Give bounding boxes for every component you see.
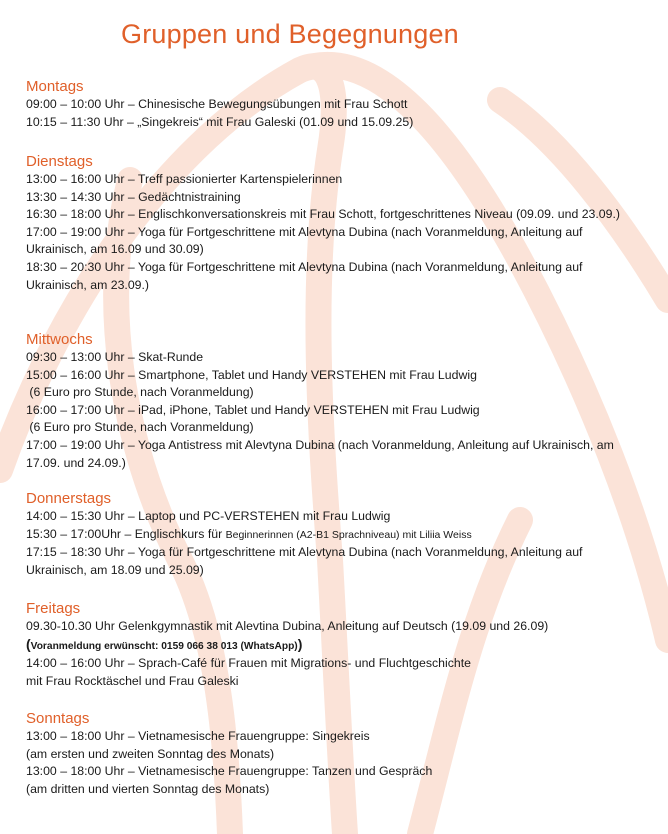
day-section-thursday [26, 489, 641, 579]
day-heading-monday: Montags [26, 78, 84, 95]
schedule-entry: 17:00 – 19:00 Uhr – Yoga für Fortgeschrittene mit Alevtyna Dubina (nach Voranmeldung, Anleitung auf Ukrainisch, am 16.09 und 30.09) [26, 224, 583, 257]
schedule-entry: 10:15 – 11:30 Uhr – „Singekreis“ mit Frau Galeski (01.09 und 15.09.25) [26, 114, 414, 129]
schedule-entry-text: 15:30 – 17:00Uhr – Englischkurs für [26, 526, 226, 541]
schedule-entry: 09.30-10.30 Uhr Gelenkgymnastik mit Alevtina Dubina, Anleitung auf Deutsch (19.09 und 26.09) [26, 619, 549, 633]
day-heading-sunday: Sonntags [26, 710, 90, 727]
schedule-entry: 15:00 – 16:00 Uhr – Smartphone, Tablet und Handy VERSTEHEN mit Frau Ludwig [26, 367, 477, 382]
day-section-tuesday [26, 152, 641, 294]
schedule-entry: 13:30 – 14:30 Uhr – Gedächtnistraining [26, 189, 241, 204]
schedule-entry: 14:00 – 15:30 Uhr – Laptop und PC-VERSTEHEN mit Frau Ludwig [26, 509, 391, 523]
schedule-entry: 17:00 – 19:00 Uhr – Yoga Antistress mit Alevtyna Dubina (nach Voranmeldung, Anleitung auf Ukrainisch, am 17.09. und 24.09.) [26, 437, 614, 470]
schedule-entry-note: (6 Euro pro Stunde, nach Voranmeldung) [26, 420, 254, 435]
schedule-entry: (am dritten und vierten Sonntag des Monats) [26, 781, 270, 796]
schedule-entry: 09:30 – 13:00 Uhr – Skat-Runde [26, 350, 204, 364]
schedule-entry: 13:00 – 18:00 Uhr – Vietnamesische Frauengruppe: Singekreis [26, 729, 370, 743]
note-paren-close: ) [297, 635, 303, 652]
schedule-entry: mit Frau Rocktäschel und Frau Galeski [26, 673, 239, 688]
note-text: Voranmeldung erwünscht: 0159 066 38 013 (WhatsApp) [30, 640, 298, 652]
schedule-entry: 14:00 – 16:00 Uhr – Sprach-Café für Frauen mit Migrations- und Fluchtgeschichte [26, 656, 471, 671]
schedule-entry [26, 526, 641, 545]
page-title: Gruppen und Begegnungen [121, 19, 459, 49]
schedule-entry: 13:00 – 18:00 Uhr – Vietnamesische Frauengruppe: Tanzen und Gespräch [26, 764, 433, 779]
registration-note [26, 636, 641, 656]
schedule-entry-small-text: Beginnerinnen (A2-B1 Sprachniveau) mit Liliia Weiss [225, 528, 472, 541]
day-heading-thursday: Donnerstags [26, 490, 112, 507]
day-heading-wednesday: Mittwochs [26, 331, 93, 348]
day-section-wednesday [26, 330, 641, 472]
day-section-sunday [26, 709, 641, 798]
schedule-entry: (am ersten und zweiten Sonntag des Monats) [26, 746, 275, 761]
note-paren-open: ( [26, 635, 31, 652]
schedule-entry: 13:00 – 16:00 Uhr – Treff passionierter Kartenspielerinnen [26, 172, 343, 186]
schedule-entry-note: (6 Euro pro Stunde, nach Voranmeldung) [26, 385, 254, 400]
day-section-monday [26, 77, 641, 131]
day-section-friday [26, 599, 641, 690]
schedule-entry: 16:30 – 18:00 Uhr – Englischkonversationskreis mit Frau Schott, fortgeschrittenes Niveau (09.09. und 23.09.) [26, 207, 620, 222]
schedule-entry: 09:00 – 10:00 Uhr – Chinesische Bewegungsübungen mit Frau Schott [26, 97, 408, 111]
schedule-entry: 18:30 – 20:30 Uhr – Yoga für Fortgeschrittene mit Alevtyna Dubina (nach Voranmeldung, Anleitung auf Ukrainisch, am 23.09.) [26, 259, 583, 292]
day-heading-friday: Freitags [26, 600, 81, 617]
schedule-entry: 16:00 – 17:00 Uhr – iPad, iPhone, Tablet und Handy VERSTEHEN mit Frau Ludwig [26, 402, 480, 417]
schedule-entry: 17:15 – 18:30 Uhr – Yoga für Fortgeschrittene mit Alevtyna Dubina (nach Voranmeldung, Anleitung auf Ukrainisch, am 18.09 und 25.09) [26, 545, 583, 577]
day-heading-tuesday: Dienstags [26, 153, 93, 170]
